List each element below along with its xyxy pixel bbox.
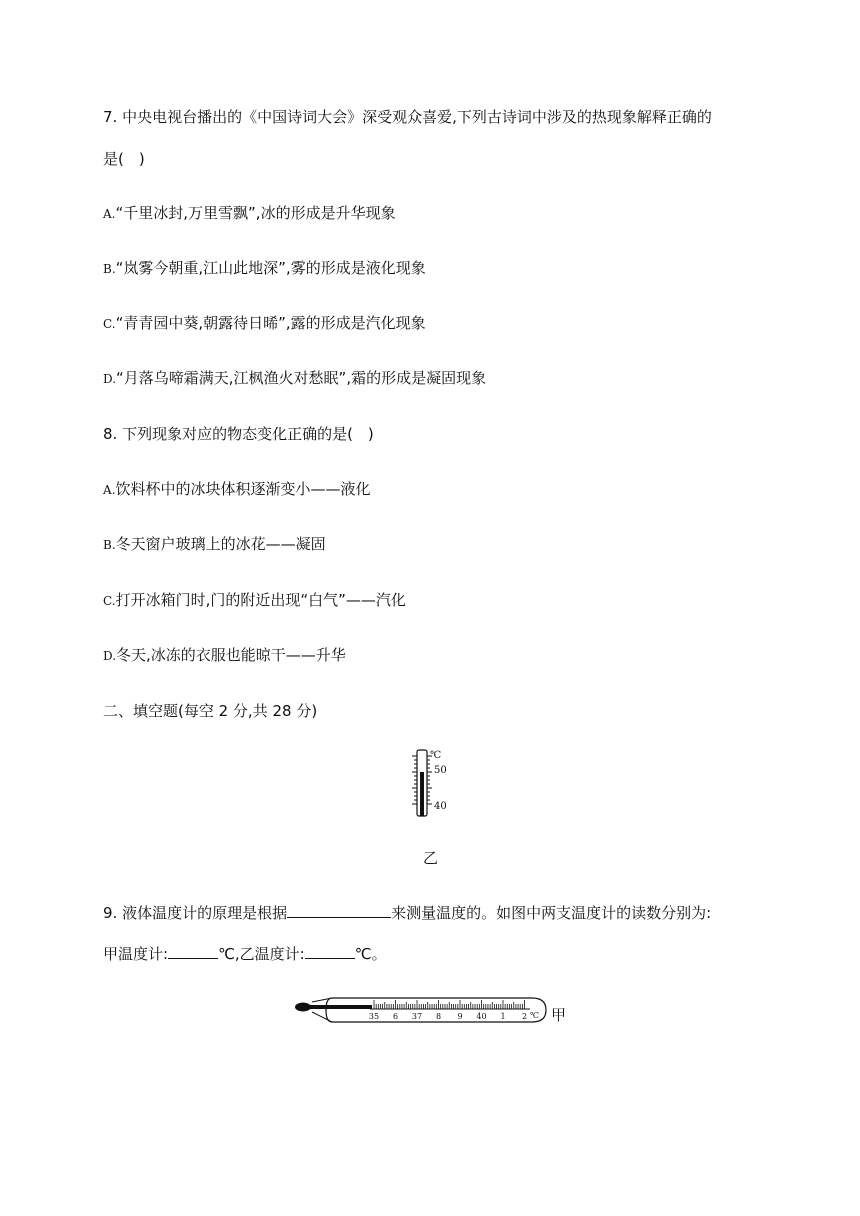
- option-letter: A.: [103, 483, 116, 497]
- option-letter: D.: [103, 372, 117, 386]
- q8-option-b: [103, 534, 326, 555]
- scale-tick-label: 35: [368, 1012, 380, 1021]
- q9-label-end: ℃。: [354, 945, 387, 963]
- figure-caption-jia: 甲: [551, 1006, 567, 1024]
- unit-label: ℃: [430, 750, 442, 761]
- option-letter: B.: [103, 538, 116, 552]
- scale-ticks-right: [427, 756, 432, 804]
- option-text: “月落乌啼霜满天,江枫渔火对愁眠”,霜的形成是凝固现象: [116, 369, 487, 387]
- scale-ticks: [374, 1000, 525, 1009]
- option-letter: B.: [103, 262, 116, 276]
- option-text: 打开冰箱门时,门的附近出现“白气”——汽化: [115, 591, 406, 609]
- scale-ticks-left: [412, 756, 417, 804]
- q7-option-b: [103, 258, 426, 279]
- option-letter: A.: [103, 207, 116, 221]
- q7-option-d: [103, 368, 486, 389]
- option-text: 冬天窗户玻璃上的冰花——凝固: [115, 535, 326, 553]
- thermometer-yi: [405, 748, 465, 820]
- q7-stem-line1: 7. 中央电视台播出的《中国诗词大会》深受观众喜爱,下列古诗词中涉及的热现象解释正确的: [103, 108, 712, 126]
- option-text: “岚雾今朝重,江山此地深”,雾的形成是液化现象: [115, 259, 426, 277]
- blank-principle[interactable]: [287, 903, 391, 918]
- q9-line2: [103, 944, 387, 964]
- section-heading: 二、填空题(每空 2 分,共 28 分): [103, 702, 318, 720]
- q9-text-part1: 9. 液体温度计的原理是根据: [103, 904, 288, 922]
- figure-caption-yi: 乙: [423, 849, 439, 867]
- unit-label: ℃: [530, 1011, 539, 1020]
- scale-tick-label: 6: [392, 1012, 399, 1021]
- q7-stem-line2: 是( ): [103, 150, 145, 168]
- option-letter: C.: [103, 317, 116, 331]
- q9-line1: [103, 903, 711, 923]
- q7-option-c: [103, 313, 426, 334]
- q8-option-d: [103, 645, 346, 666]
- option-text: “青青园中葵,朝露待日晞”,露的形成是汽化现象: [115, 314, 426, 332]
- scale-tick-label: 9: [457, 1012, 463, 1021]
- option-text: 冬天,冰冻的衣服也能晾干——升华: [116, 646, 346, 664]
- tick-label-bottom: 40: [434, 801, 447, 812]
- option-text: “千里冰封,万里雪飘”,冰的形成是升华现象: [115, 204, 396, 222]
- blank-jia-reading[interactable]: [168, 944, 218, 959]
- scale-tick-label: 2: [521, 1012, 528, 1021]
- scale-tick-label: 8: [435, 1012, 442, 1021]
- thermometer-jia: [292, 992, 582, 1032]
- q9-text-part2: 来测量温度的。如图中两支温度计的读数分别为:: [391, 904, 712, 922]
- scale-labels: [369, 1012, 527, 1021]
- q8-option-c: [103, 590, 406, 611]
- q9-label-yi: ℃,乙温度计:: [218, 945, 305, 963]
- tick-label-top: 50: [434, 765, 447, 776]
- option-letter: D.: [103, 649, 117, 663]
- scale-tick-label: 40: [476, 1012, 487, 1021]
- scale-tick-label: 1: [500, 1012, 506, 1021]
- q8-stem: 8. 下列现象对应的物态变化正确的是( ): [103, 425, 374, 443]
- q8-option-a: [103, 479, 371, 500]
- option-letter: C.: [103, 594, 116, 608]
- q7-option-a: [103, 203, 396, 224]
- blank-yi-reading[interactable]: [305, 944, 355, 959]
- q9-label-jia: 甲温度计:: [103, 945, 169, 963]
- option-text: 饮料杯中的冰块体积逐渐变小——液化: [115, 480, 371, 498]
- scale-tick-label: 37: [411, 1012, 423, 1021]
